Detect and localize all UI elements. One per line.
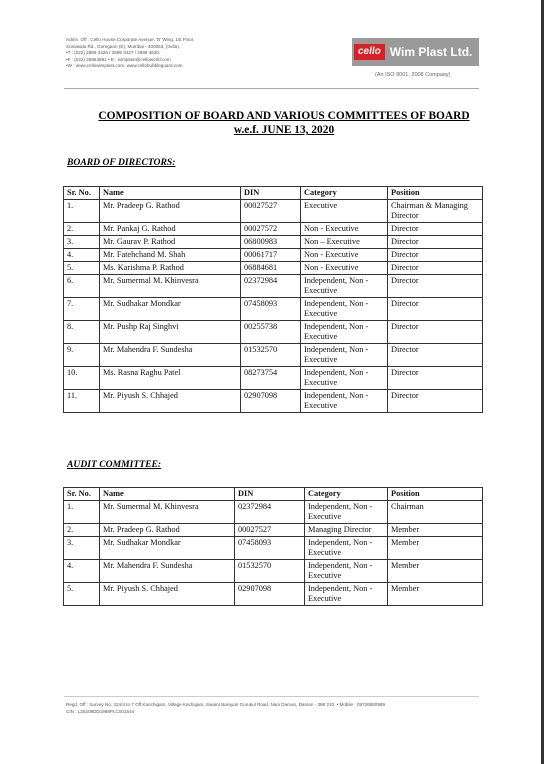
table-cell: Director bbox=[388, 367, 483, 390]
table-cell: 2. bbox=[64, 223, 100, 236]
table-cell: 06800983 bbox=[241, 236, 301, 249]
column-header: Name bbox=[100, 187, 241, 200]
footer bbox=[66, 701, 385, 715]
table-cell: 6. bbox=[64, 275, 100, 298]
table-cell: Chairman & Managing Director bbox=[388, 200, 483, 223]
table-cell: Independent, Non - Executive bbox=[301, 367, 388, 390]
table-row bbox=[64, 501, 483, 524]
table-cell: 5. bbox=[64, 583, 100, 606]
table-cell: Director bbox=[388, 236, 483, 249]
table-cell: Non – Executive bbox=[301, 236, 388, 249]
table-cell: 06884681 bbox=[241, 262, 301, 275]
footer-cin: CIN : L25209DD1988PLC001544 bbox=[66, 709, 135, 714]
table-cell: 1. bbox=[64, 200, 100, 223]
table-row bbox=[64, 262, 483, 275]
table-cell: Mr. Sudhakar Mondkar bbox=[100, 298, 241, 321]
footer-address: Regd. Off : Survey No. 324/4 to 7 Off Kanchigam, Village Kachigam, Swami Narayan Gurukul Road, Nani Daman, Daman - 396 210. • Mobile : 09726850999 bbox=[66, 702, 386, 707]
table-cell: Mr. Gaurav P. Rathod bbox=[100, 236, 241, 249]
header-divider bbox=[64, 88, 479, 89]
logo-brand: cello bbox=[354, 44, 385, 60]
table-cell: Director bbox=[388, 262, 483, 275]
table-cell: Mr. Mahendra F. Sundesha bbox=[100, 344, 241, 367]
table-cell: Mr. Pradeep G. Rathod bbox=[100, 524, 235, 537]
table-cell: Independent, Non - Executive bbox=[305, 537, 388, 560]
column-header: Sr. No. bbox=[64, 187, 100, 200]
table-cell: 00255738 bbox=[241, 321, 301, 344]
table-row bbox=[64, 344, 483, 367]
table-cell: Independent, Non - Executive bbox=[301, 298, 388, 321]
table-cell: 10. bbox=[64, 367, 100, 390]
table-row bbox=[64, 249, 483, 262]
table-row bbox=[64, 321, 483, 344]
table-cell: 00027527 bbox=[235, 524, 305, 537]
board-heading: BOARD OF DIRECTORS: bbox=[67, 157, 176, 168]
document-subtitle: w.e.f. JUNE 13, 2020 bbox=[233, 124, 335, 136]
table-cell: Managing Director bbox=[305, 524, 388, 537]
table-cell: Independent, Non - Executive bbox=[301, 344, 388, 367]
table-row bbox=[64, 524, 483, 537]
table-cell: 02907098 bbox=[241, 390, 301, 413]
table-cell: Mr. Pushp Raj Singhvi bbox=[100, 321, 241, 344]
table-cell: Independent, Non - Executive bbox=[301, 390, 388, 413]
table-row bbox=[64, 537, 483, 560]
table-cell: 3. bbox=[64, 236, 100, 249]
company-logo bbox=[352, 38, 479, 66]
table-cell: 5. bbox=[64, 262, 100, 275]
table-cell: Director bbox=[388, 344, 483, 367]
table-cell: 4. bbox=[64, 560, 100, 583]
letterhead-address bbox=[66, 37, 316, 70]
column-header: Position bbox=[388, 187, 483, 200]
table-row bbox=[64, 583, 483, 606]
table-cell: 00027527 bbox=[241, 200, 301, 223]
table-cell: 02372984 bbox=[235, 501, 305, 524]
table-cell: Non - Executive bbox=[301, 249, 388, 262]
table-cell: 01532570 bbox=[235, 560, 305, 583]
table-cell: 02907098 bbox=[235, 583, 305, 606]
table-cell: Mr. Pradeep G. Rathod bbox=[100, 200, 241, 223]
iso-certification: (An ISO 9001: 2008 Company) bbox=[375, 72, 451, 78]
table-cell: Non - Executive bbox=[301, 262, 388, 275]
document-title: COMPOSITION OF BOARD AND VARIOUS COMMITTEES OF BOARD bbox=[98, 110, 470, 122]
table-cell: Director bbox=[388, 249, 483, 262]
table-row bbox=[64, 223, 483, 236]
table-cell: Director bbox=[388, 223, 483, 236]
table-cell: Chairman bbox=[388, 501, 483, 524]
table-cell: Independent, Non - Executive bbox=[305, 583, 388, 606]
table-row bbox=[64, 200, 483, 223]
table-cell: 9. bbox=[64, 344, 100, 367]
table-row bbox=[64, 236, 483, 249]
table-header-row bbox=[64, 187, 483, 200]
table-cell: Mr. Mahendra F. Sundesha bbox=[100, 560, 235, 583]
table-cell: 02372984 bbox=[241, 275, 301, 298]
table-cell: 11. bbox=[64, 390, 100, 413]
table-cell: Member bbox=[388, 583, 483, 606]
footer-divider bbox=[64, 696, 479, 697]
table-cell: 01532570 bbox=[241, 344, 301, 367]
column-header: DIN bbox=[241, 187, 301, 200]
address-line: •F : (022) 26863681 • E : wimplast@celloworld.com bbox=[66, 56, 171, 62]
table-cell: 08273754 bbox=[241, 367, 301, 390]
address-line: Sonawala Rd., Goregaon (E), Mumbai - 400063, (India). bbox=[66, 43, 181, 49]
column-header: Name bbox=[100, 488, 235, 501]
table-cell: 2. bbox=[64, 524, 100, 537]
table-cell: Ms. Rasna Raghu Patel bbox=[100, 367, 241, 390]
table-cell: Mr. Sumermal M. Khinvesra bbox=[100, 501, 235, 524]
table-cell: 07458093 bbox=[241, 298, 301, 321]
table-cell: Independent, Non - Executive bbox=[301, 275, 388, 298]
table-cell: Mr. Fatehchand M. Shah bbox=[100, 249, 241, 262]
table-cell: 8. bbox=[64, 321, 100, 344]
column-header: Sr. No. bbox=[64, 488, 100, 501]
table-cell: Independent, Non - Executive bbox=[305, 560, 388, 583]
table-row bbox=[64, 560, 483, 583]
address-line: •W : www.cellowimplast.com, www.cellobubbleguard.com bbox=[66, 63, 183, 69]
table-cell: Mr. Piyush S. Chhajed bbox=[100, 390, 241, 413]
table-cell: Director bbox=[388, 275, 483, 298]
table-cell: Mr. Pankaj G. Rathod bbox=[100, 223, 241, 236]
table-cell: Mr. Sumermal M. Khinvesra bbox=[100, 275, 241, 298]
table-cell: Independent, Non - Executive bbox=[305, 501, 388, 524]
table-cell: 00061717 bbox=[241, 249, 301, 262]
table-cell: Mr. Piyush S. Chhajed bbox=[100, 583, 235, 606]
table-cell: Director bbox=[388, 321, 483, 344]
audit-table bbox=[63, 487, 483, 606]
column-header: Category bbox=[301, 187, 388, 200]
table-cell: Executive bbox=[301, 200, 388, 223]
table-row bbox=[64, 275, 483, 298]
table-cell: Member bbox=[388, 560, 483, 583]
address-line: •T : (022) 2686 3426 / 2686 3427 / 2686 4630. bbox=[66, 50, 161, 56]
table-cell: Mr. Sudhakar Mondkar bbox=[100, 537, 235, 560]
table-cell: Independent, Non - Executive bbox=[301, 321, 388, 344]
column-header: Position bbox=[388, 488, 483, 501]
table-header-row bbox=[64, 488, 483, 501]
board-table bbox=[63, 186, 483, 413]
table-cell: Ms. Karishma P. Rathod bbox=[100, 262, 241, 275]
table-cell: 3. bbox=[64, 537, 100, 560]
table-cell: 4. bbox=[64, 249, 100, 262]
table-cell: Member bbox=[388, 537, 483, 560]
column-header: Category bbox=[305, 488, 388, 501]
table-cell: 1. bbox=[64, 501, 100, 524]
table-cell: 00027572 bbox=[241, 223, 301, 236]
address-line: Admn. Off : Cello House,Corporate Avenue, 'B' Wing, 1st Floor, bbox=[66, 37, 195, 42]
table-cell: Director bbox=[388, 390, 483, 413]
table-row bbox=[64, 390, 483, 413]
table-cell: 07458093 bbox=[235, 537, 305, 560]
logo-company-name: Wim Plast Ltd. bbox=[389, 45, 473, 59]
table-row bbox=[64, 298, 483, 321]
audit-heading: AUDIT COMMITTEE: bbox=[67, 459, 162, 470]
table-cell: Non - Executive bbox=[301, 223, 388, 236]
table-cell: Member bbox=[388, 524, 483, 537]
table-row bbox=[64, 367, 483, 390]
table-cell: Director bbox=[388, 298, 483, 321]
column-header: DIN bbox=[235, 488, 305, 501]
table-cell: 7. bbox=[64, 298, 100, 321]
